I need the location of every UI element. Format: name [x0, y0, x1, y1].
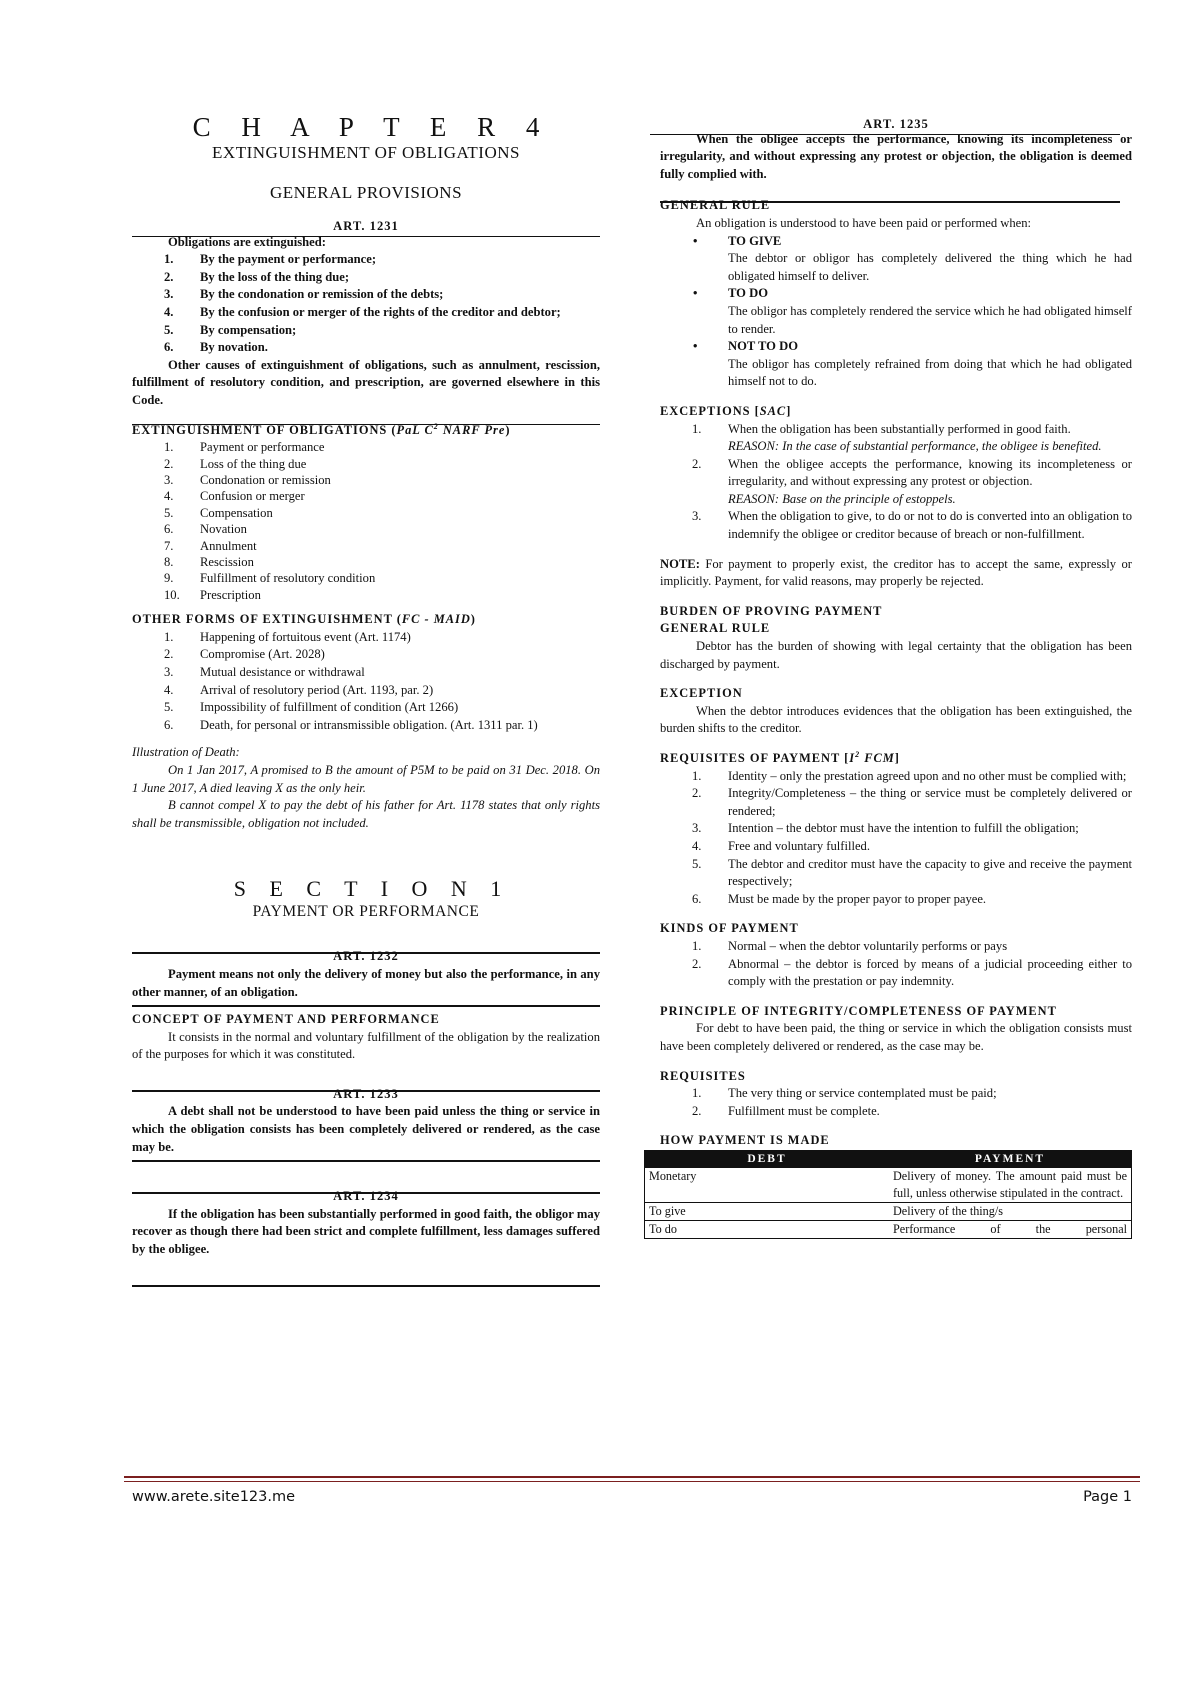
list-item: • NOT TO DO — [693, 339, 798, 354]
general-provisions-heading: GENERAL PROVISIONS — [269, 183, 463, 202]
list-item: • TO DO — [693, 286, 769, 301]
exceptions-list — [660, 421, 1132, 544]
list-item: 4. Free and voluntary fulfilled. — [692, 838, 870, 853]
list-item: 7. Annulment — [164, 538, 257, 553]
kinds-heading: KINDS OF PAYMENT — [660, 921, 799, 936]
list-item: 3. Mutual desistance or withdrawal — [164, 664, 365, 679]
list-item: 2. Loss of the thing due — [164, 456, 307, 471]
list-item: 9. Fulfillment of resolutory condition — [164, 571, 376, 586]
table-cell: Monetary — [645, 1168, 890, 1203]
list-item: 2. Compromise (Art. 2028) — [164, 647, 325, 662]
concept-text: It consists in the normal and voluntary fulfillment of the obligation by the realization of the purposes for which it was constituted. — [132, 1029, 600, 1062]
art-1234-label: ART. 1234 — [333, 1189, 399, 1204]
exception-text: When the debtor introduces evidences that the obligation has been extinguished, the burden shifts to the creditor. — [660, 703, 1132, 736]
list-item: 5. Impossibility of fulfillment of condition (Art 1266) — [164, 700, 459, 715]
list-item: 5. The debtor and creditor must have the capacity to give and receive the payment respectively; — [692, 856, 1132, 889]
section-heading: S E C T I O N 1 — [233, 876, 511, 902]
list-item: 1. The very thing or service contemplated must be paid; — [692, 1086, 997, 1101]
list-item: 6. Death, for personal or intransmissible obligation. (Art. 1311 par. 1) — [164, 717, 538, 732]
list-item: 4. By the confusion or merger of the rights of the creditor and debtor; — [164, 304, 561, 319]
table-header: DEBT — [645, 1150, 890, 1168]
table-row — [645, 1168, 1132, 1203]
payment-table — [644, 1150, 1132, 1239]
illustration-paragraph: B cannot compel X to pay the debt of his father for Art. 1178 states that only rights shall be transmissible, obligation not included. — [132, 798, 600, 830]
list-item: The debtor or obligor has completely delivered the thing which he had obligated himself to deliver. — [728, 251, 1132, 283]
list-item: 6. Must be made by the proper payor to proper payee. — [692, 891, 987, 906]
extinguishment-heading: EXTINGUISHMENT OF OBLIGATIONS (PaL $C^2$ NARF Pre) — [132, 421, 511, 437]
burden-general-rule: GENERAL RULE — [660, 621, 771, 636]
list-item: 3. By the condonation or remission of the debts; — [164, 287, 444, 302]
list-item: The obligor has completely refrained from doing that which he had obligated himself not to do. — [728, 356, 1132, 389]
art-1231-closing: Other causes of extinguishment of obligations, such as annulment, rescission, fulfillment of resolutory condition, and prescription, are governed elsewhere in this Code. — [132, 357, 600, 407]
table-cell: Performance of the personal — [889, 1220, 1132, 1238]
list-item: 2. Abnormal – the debtor is forced by means of a judicial proceeding either to comply with the prestation or pay indemnity. — [692, 956, 1132, 989]
table-header-row — [645, 1150, 1132, 1168]
illustration-paragraph: On 1 Jan 2017, A promised to B the amount of P5M to be paid on 31 Dec. 2018. On 1 June 2017, A died leaving X as the only heir. — [132, 762, 600, 795]
list-item: 5. By compensation; — [164, 322, 297, 337]
requisites-list — [660, 1085, 1132, 1120]
footer-divider — [124, 1476, 1140, 1486]
table-row — [645, 1202, 1132, 1220]
table-row — [645, 1220, 1132, 1238]
extinguishment-list — [132, 439, 600, 603]
list-item: 6. By novation. — [164, 340, 268, 355]
list-item: 1. Happening of fortuitous event (Art. 1174) — [164, 629, 411, 644]
footer-url[interactable]: www.arete.site123.me — [132, 1489, 296, 1505]
list-item: 8. Rescission — [164, 554, 254, 569]
art-1234-text: If the obligation has been substantially performed in good faith, the obligor may recover as though there had been strict and complete fulfillment, less damages suffered by the obligee. — [132, 1206, 600, 1257]
list-item: 2. By the loss of the thing due; — [164, 269, 350, 284]
table-cell: Delivery of the thing/s — [889, 1202, 1132, 1220]
art-1231-list — [132, 251, 600, 357]
table-cell: Delivery of money. The amount paid must be full, unless otherwise stipulated in the contract. — [889, 1168, 1132, 1203]
list-item: 2. Fulfillment must be complete. — [692, 1103, 880, 1118]
other-forms-heading: OTHER FORMS OF EXTINGUISHMENT (FC - MAID) — [132, 612, 476, 627]
requisites-heading: REQUISITES — [660, 1068, 746, 1083]
art-1232-label: ART. 1232 — [333, 949, 399, 964]
art-1231-intro: Obligations are extinguished: — [168, 234, 326, 249]
chapter-heading: C H A P T E R 4 — [192, 112, 552, 142]
chapter-title: EXTINGUISHMENT OF OBLIGATIONS — [212, 143, 520, 162]
list-item: 1. Payment or performance — [164, 440, 325, 455]
general-rule-heading: GENERAL RULE — [660, 198, 771, 213]
list-item: 3. Condonation or remission — [164, 472, 331, 487]
burden-heading: BURDEN OF PROVING PAYMENT — [660, 603, 883, 618]
art-1231-label: ART. 1231 — [333, 219, 399, 233]
other-forms-list — [132, 629, 600, 735]
principle-text: For debt to have been paid, the thing or service in which the obligation consists must have been completely delivered or rendered, as the case may be. — [660, 1021, 1132, 1053]
art-1235-text: When the obligee accepts the performance, knowing its incompleteness or irregularity, and without expressing any protest or objection, the obligation is deemed fully complied with. — [660, 131, 1132, 181]
how-payment-heading: HOW PAYMENT IS MADE — [660, 1133, 830, 1148]
page-number: Page 1 — [1083, 1489, 1132, 1505]
divider — [132, 1285, 600, 1287]
list-item: 2. When the obligee accepts the performance, knowing its incompleteness or irregularity, and without expressing any protest or objection. — [692, 456, 1132, 489]
list-item: 6. Novation — [164, 522, 247, 537]
exception-heading: EXCEPTION — [660, 686, 743, 701]
list-item: 1. When the obligation has been substantially performed in good faith. — [692, 421, 1071, 436]
general-rule-list — [660, 233, 1132, 391]
left-column — [132, 112, 600, 1287]
list-item: The obligor has completely rendered the service which he had obligated himself to render. — [728, 303, 1132, 336]
art-1233-text: A debt shall not be understood to have been paid unless the thing or service in which the obligation consists has been completely delivered or rendered, as the case may be. — [132, 1104, 600, 1154]
principle-heading: PRINCIPLE OF INTEGRITY/COMPLETENESS OF PAYMENT — [660, 1003, 1057, 1018]
list-item: 3. Intention – the debtor must have the intention to fulfill the obligation; — [692, 821, 1079, 836]
list-item: 4. Confusion or merger — [164, 489, 305, 504]
concept-heading: CONCEPT OF PAYMENT AND PERFORMANCE — [132, 1012, 440, 1027]
art-1235-label: ART. 1235 — [863, 117, 929, 131]
requisites-of-payment-heading: REQUISITES OF PAYMENT [$I^2$ FCM] — [660, 749, 900, 765]
right-column — [649, 116, 1132, 1239]
list-item: • TO GIVE — [693, 233, 782, 248]
list-item: 1. By the payment or performance; — [164, 252, 377, 267]
table-cell: To do — [645, 1220, 890, 1238]
list-item: 4. Arrival of resolutory period (Art. 1193, par. 2) — [164, 682, 434, 697]
list-item: 10. Prescription — [164, 587, 261, 602]
list-item: 1. Identity – only the prestation agreed upon and no other must be complied with; — [692, 768, 1127, 783]
art-1232-text: Payment means not only the delivery of money but also the performance, in any other manner, of an obligation. — [132, 966, 600, 999]
list-item: 1. Normal – when the debtor voluntarily performs or pays — [692, 938, 1008, 953]
table-header: PAYMENT — [889, 1150, 1132, 1168]
list-item: 2. Integrity/Completeness – the thing or service must be completely delivered or rendered; — [692, 786, 1132, 818]
list-item: REASON: In the case of substantial performance, the obligee is benefited. — [728, 439, 1102, 454]
requisites-of-payment-list — [660, 768, 1132, 909]
illustration-title: Illustration of Death: — [132, 745, 240, 760]
burden-text: Debtor has the burden of showing with legal certainty that the obligation has been discharged by payment. — [660, 639, 1132, 671]
kinds-list — [660, 938, 1132, 991]
list-item: 5. Compensation — [164, 505, 273, 520]
section-title: PAYMENT OR PERFORMANCE — [252, 903, 480, 921]
list-item: REASON: Base on the principle of estoppels. — [728, 491, 956, 506]
note: NOTE: For payment to properly exist, the creditor has to accept the same, expressly or implicitly. Payment, for valid reasons, may properly be rejected. — [660, 556, 1132, 589]
list-item: 3. When the obligation to give, to do or not to do is converted into an obligation to indemnify the obligee or creditor because of breach or non-fulfillment. — [692, 509, 1132, 542]
exceptions-heading: EXCEPTIONS [SAC] — [660, 403, 792, 418]
table-cell: To give — [645, 1202, 890, 1220]
general-rule-intro: An obligation is understood to have been paid or performed when: — [696, 215, 1032, 230]
art-1233-label: ART. 1233 — [333, 1086, 399, 1101]
